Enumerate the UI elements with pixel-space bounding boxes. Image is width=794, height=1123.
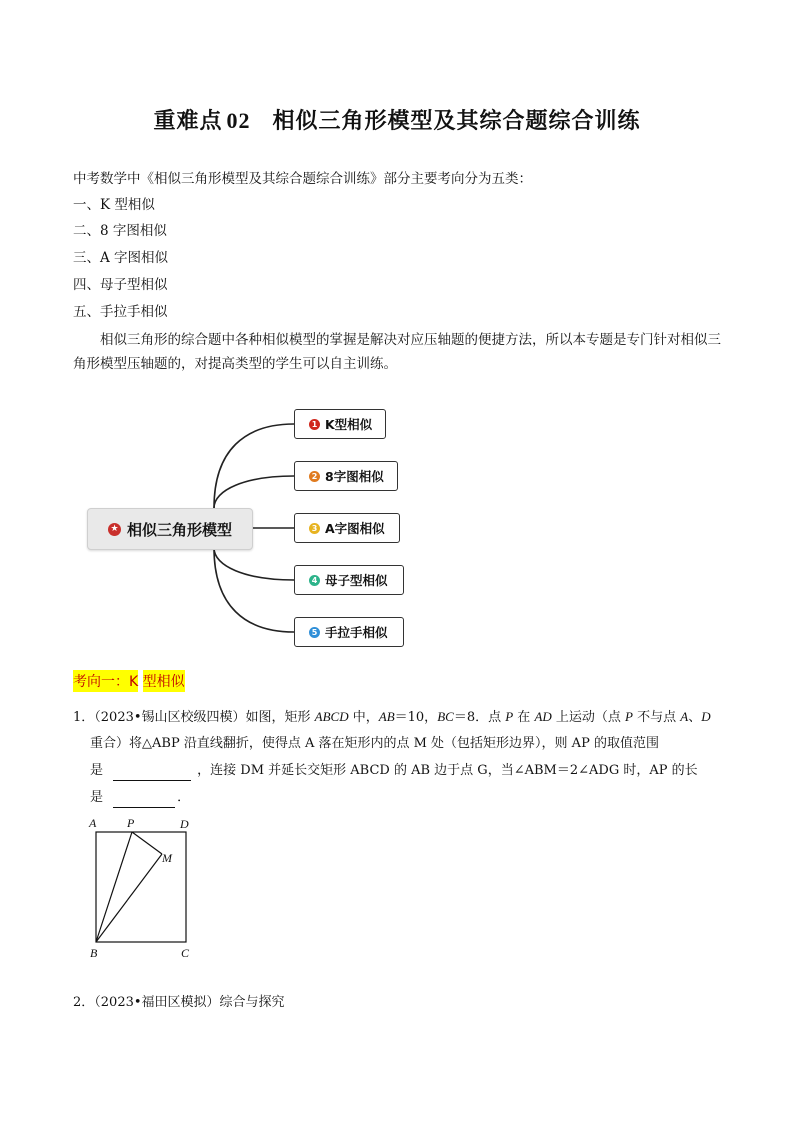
section-heading-b: 型相似: [143, 670, 185, 692]
question-1-line-1: 1．（2023•锡山区校级四模）如图，矩形 ABCD 中，AB＝10，BC＝8．点 P 在 AD 上运动（点 P 不与点 A、D: [73, 709, 711, 725]
number-2-icon: 2: [309, 471, 320, 482]
mindmap-node-label: 母子型相似: [325, 573, 388, 588]
number-4-icon: 4: [309, 575, 320, 586]
answer-blank-1[interactable]: [113, 762, 191, 781]
mindmap-node-5: [294, 617, 404, 647]
mindmap-node-2: [294, 461, 398, 491]
mindmap-node-label: 手拉手相似: [325, 625, 388, 640]
answer-blank-2[interactable]: [113, 789, 175, 808]
question-1-line-2: 重合）将△ABP 沿直线翻折，使得点 A 落在矩形内的点 M 处（包括矩形边界），则 AP 的取值范围: [90, 736, 659, 751]
mindmap-node-label: A字图相似: [325, 521, 385, 536]
segment-bm: [96, 854, 162, 942]
section-heading-1: [73, 670, 185, 694]
rectangle-abcd: [96, 832, 186, 942]
rectangle-figure: [86, 812, 206, 962]
title-prefix: 重难点: [153, 109, 223, 134]
mindmap-node-label: 8字图相似: [325, 469, 384, 484]
intro-paragraph: 相似三角形的综合题中各种相似模型的掌握是解决对应压轴题的便捷方法，所以本专题是专门针对相似三角形模型压轴题的，对提高类型的学生可以自主训练。: [73, 332, 721, 372]
category-3: 三、A 字图相似: [73, 250, 169, 266]
category-5: 五、手拉手相似: [73, 304, 168, 320]
label-c: C: [181, 946, 190, 960]
category-1: 一、K 型相似: [73, 197, 155, 213]
mindmap-center-label: 相似三角形模型: [126, 520, 232, 539]
mindmap-center: [87, 508, 253, 550]
question-2-line-1: 2．（2023•福田区模拟）综合与探究: [73, 995, 285, 1010]
question-1-line-4: 是 ．: [90, 789, 190, 808]
label-a: A: [89, 816, 97, 830]
label-m: M: [162, 851, 172, 865]
mindmap-node-3: [294, 513, 400, 543]
question-1-line-3: 是 ，连接 DM 并延长交矩形 ABCD 的 AB 边于点 G，当∠ABM＝2∠ADG 时，AP 的长: [90, 762, 698, 781]
section-heading-a: 考向一：K: [73, 670, 138, 692]
number-3-icon: 3: [309, 523, 320, 534]
label-b: B: [90, 946, 98, 960]
intro-text: 中考数学中《相似三角形模型及其综合题综合训练》部分主要考向分为五类：: [73, 171, 532, 187]
number-1-icon: 1: [309, 419, 320, 430]
title-number: 02: [226, 108, 251, 133]
mindmap-node-4: [294, 565, 404, 595]
label-d: D: [180, 817, 189, 831]
segment-pm: [132, 832, 162, 854]
category-4: 四、母子型相似: [73, 277, 168, 293]
number-5-icon: 5: [309, 627, 320, 638]
mindmap-node-label: K型相似: [325, 417, 373, 432]
label-p: P: [127, 816, 135, 830]
title-text: 相似三角形模型及其综合题综合训练: [272, 109, 641, 134]
mindmap-node-1: [294, 409, 386, 439]
segment-bp: [96, 832, 132, 942]
star-icon: ★: [108, 523, 121, 536]
category-2: 二、8 字图相似: [73, 223, 167, 239]
